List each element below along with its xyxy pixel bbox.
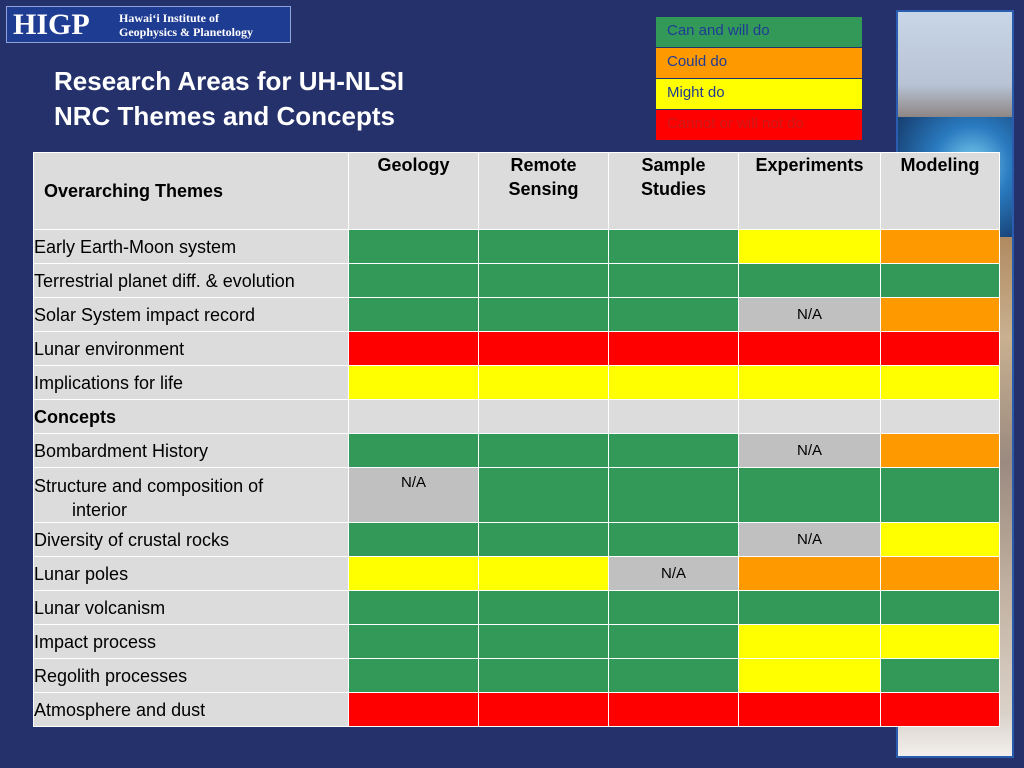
rating-cell <box>349 523 479 557</box>
row-label <box>34 332 349 366</box>
row-label <box>34 400 349 434</box>
rating-cell <box>479 400 609 434</box>
color-legend <box>656 17 862 141</box>
rating-cell <box>609 591 739 625</box>
column-header-themes: Overarching Themes <box>34 153 349 230</box>
table-row <box>34 230 1000 264</box>
rating-cell <box>609 557 739 591</box>
column-header <box>881 153 1000 230</box>
rating-cell <box>479 591 609 625</box>
rating-cell <box>881 434 1000 468</box>
column-header <box>479 153 609 230</box>
na-text: N/A <box>400 474 426 491</box>
row-label-text: Lunar poles <box>34 563 129 584</box>
column-header <box>349 153 479 230</box>
row-label-text: Solar System impact record <box>34 304 256 325</box>
rating-cell <box>349 298 479 332</box>
title-line-1: Research Areas for UH-NLSI <box>54 66 405 96</box>
rating-cell <box>739 332 881 366</box>
row-label <box>34 366 349 400</box>
na-text: N/A <box>796 531 822 548</box>
row-label-text: Bombardment History <box>34 440 209 461</box>
rating-cell <box>479 264 609 298</box>
row-label-text: Impact process <box>34 631 157 652</box>
rating-cell <box>739 230 881 264</box>
rating-cell <box>479 693 609 727</box>
rating-cell <box>881 659 1000 693</box>
rating-cell <box>349 230 479 264</box>
rating-cell <box>881 298 1000 332</box>
higp-logo <box>6 6 291 43</box>
row-label <box>34 298 349 332</box>
rating-cell <box>349 400 479 434</box>
rating-cell <box>479 523 609 557</box>
row-label-text: Atmosphere and dust <box>34 699 206 720</box>
column-header-line: Studies <box>640 179 706 199</box>
column-header <box>609 153 739 230</box>
section-row <box>34 400 1000 434</box>
rating-cell <box>881 693 1000 727</box>
rating-cell <box>881 625 1000 659</box>
rating-cell <box>609 298 739 332</box>
legend-item: Could do <box>656 48 862 79</box>
table-row <box>34 332 1000 366</box>
row-label-text: Concepts <box>34 406 117 427</box>
rating-cell <box>479 468 609 523</box>
rating-cell <box>881 332 1000 366</box>
row-label-text: Structure and composition of <box>34 476 264 496</box>
rating-cell <box>739 434 881 468</box>
legend-item: Can and will do <box>656 17 862 48</box>
table-row <box>34 625 1000 659</box>
rating-cell <box>739 557 881 591</box>
column-header-line: Remote <box>510 155 577 175</box>
rating-cell <box>881 264 1000 298</box>
rating-cell <box>349 434 479 468</box>
legend-item: Cannot or will not do <box>656 110 862 141</box>
rating-cell <box>479 625 609 659</box>
column-header-line: Geology <box>377 155 450 175</box>
row-label-text: Regolith processes <box>34 665 188 686</box>
rating-cell <box>881 366 1000 400</box>
table-row <box>34 523 1000 557</box>
rating-cell <box>609 693 739 727</box>
row-label-text: Diversity of crustal rocks <box>34 529 230 550</box>
table-row <box>34 693 1000 727</box>
rating-cell <box>739 591 881 625</box>
row-label <box>34 659 349 693</box>
rating-cell <box>739 366 881 400</box>
rating-cell <box>349 557 479 591</box>
table-header-row <box>34 153 1000 230</box>
rating-cell <box>609 468 739 523</box>
rating-cell <box>739 659 881 693</box>
rating-cell <box>349 264 479 298</box>
rating-cell <box>609 659 739 693</box>
rating-cell <box>609 625 739 659</box>
rating-cell <box>739 264 881 298</box>
rating-cell <box>349 625 479 659</box>
rating-cell <box>479 659 609 693</box>
photo-field-team <box>898 12 1012 132</box>
rating-cell <box>609 332 739 366</box>
rating-cell <box>349 591 479 625</box>
rating-cell <box>349 332 479 366</box>
row-label <box>34 625 349 659</box>
row-label <box>34 230 349 264</box>
rating-cell <box>881 557 1000 591</box>
row-label-text: Terrestrial planet diff. & evolution <box>34 270 295 291</box>
row-label <box>34 434 349 468</box>
row-label <box>34 591 349 625</box>
table-row <box>34 468 1000 523</box>
table-row <box>34 366 1000 400</box>
table-row <box>34 264 1000 298</box>
column-header-line: Sensing <box>508 179 579 199</box>
rating-cell <box>881 230 1000 264</box>
row-label <box>34 264 349 298</box>
rating-cell <box>881 523 1000 557</box>
row-label <box>34 557 349 591</box>
rating-cell <box>739 523 881 557</box>
rating-cell <box>349 468 479 523</box>
row-label <box>34 468 349 523</box>
na-text: N/A <box>660 565 686 582</box>
na-text: N/A <box>796 306 822 323</box>
page-title <box>54 64 404 134</box>
rating-cell <box>739 625 881 659</box>
row-label-text: Implications for life <box>34 372 184 393</box>
row-label-text: Lunar environment <box>34 338 185 359</box>
rating-cell <box>739 400 881 434</box>
research-areas-table <box>33 152 1000 727</box>
rating-cell <box>739 298 881 332</box>
rating-cell <box>609 366 739 400</box>
column-header-line: Sample <box>641 155 706 175</box>
rating-cell <box>609 230 739 264</box>
na-text: N/A <box>796 442 822 459</box>
rating-cell <box>739 693 881 727</box>
column-header-line: Modeling <box>900 155 980 175</box>
rating-cell <box>349 659 479 693</box>
rating-cell <box>739 468 881 523</box>
title-line-2: NRC Themes and Concepts <box>54 101 395 131</box>
rating-cell <box>609 400 739 434</box>
rating-cell <box>609 523 739 557</box>
rating-cell <box>881 468 1000 523</box>
table-row <box>34 434 1000 468</box>
logo-line-2: Geophysics & Planetology <box>119 24 253 39</box>
rating-cell <box>479 366 609 400</box>
legend-item: Might do <box>656 79 862 110</box>
column-header <box>739 153 881 230</box>
logo-mark: HIGP <box>13 7 90 41</box>
table-row <box>34 591 1000 625</box>
rating-cell <box>349 693 479 727</box>
row-label <box>34 693 349 727</box>
rating-cell <box>349 366 479 400</box>
row-label <box>34 523 349 557</box>
row-label-text: Early Earth-Moon system <box>34 236 237 257</box>
rating-cell <box>609 264 739 298</box>
rating-cell <box>479 332 609 366</box>
rating-cell <box>881 591 1000 625</box>
rating-cell <box>479 434 609 468</box>
table-row <box>34 659 1000 693</box>
logo-text <box>113 11 253 39</box>
rating-cell <box>881 400 1000 434</box>
column-header-line: Experiments <box>755 155 864 175</box>
row-label-text-cont: interior <box>72 500 128 520</box>
table-row <box>34 298 1000 332</box>
rating-cell <box>479 230 609 264</box>
row-label-text: Lunar volcanism <box>34 597 166 618</box>
rating-cell <box>479 298 609 332</box>
table-row <box>34 557 1000 591</box>
rating-cell <box>479 557 609 591</box>
rating-cell <box>609 434 739 468</box>
logo-line-1: Hawaiʻi Institute of <box>119 10 219 25</box>
